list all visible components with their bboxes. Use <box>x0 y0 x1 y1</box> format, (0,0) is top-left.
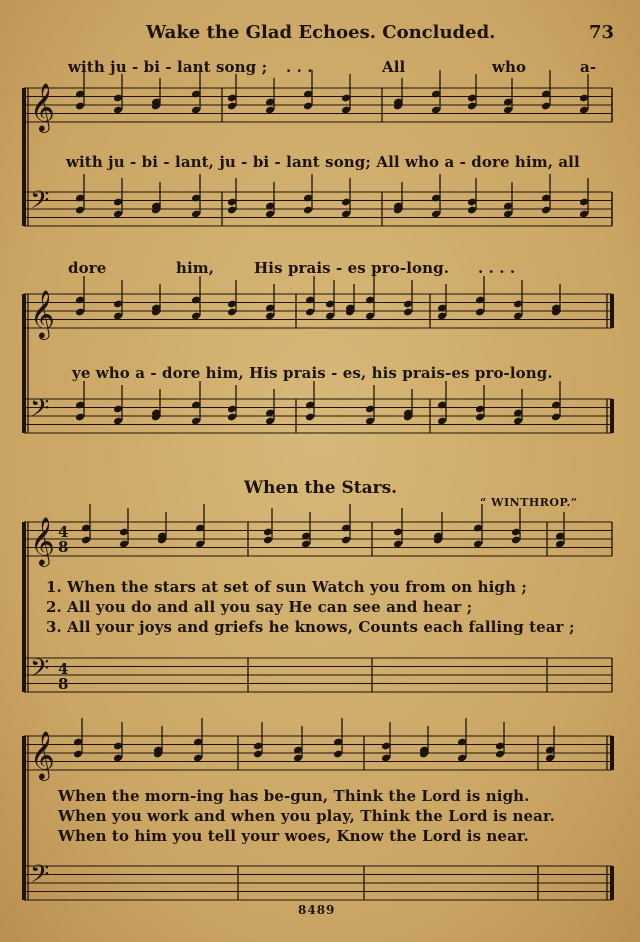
verse-line: When the morn-ing has be-gun, Think the Lord is nigh. <box>58 787 530 805</box>
lyric-dots: . . . <box>286 58 313 76</box>
treble-clef-icon: 𝄞 <box>30 516 55 565</box>
lyric-line: His prais - es pro-long. <box>254 259 450 277</box>
verse-line: 3. All your joys and griefs he knows, Counts each falling tear ; <box>46 618 575 636</box>
time-signature-top: 4 <box>58 660 69 678</box>
bass-clef-icon: 𝄢 <box>30 186 50 221</box>
plate-number: 8489 <box>298 903 336 917</box>
verse-line: When to him you tell your woes, Know the Lord is near. <box>58 827 529 845</box>
lyric-word: All <box>382 58 406 76</box>
lyric-line: ye who a - dore him, His prais - es, his prais-es pro-long. <box>72 364 553 382</box>
verse-line: When you work and when you play, Think the Lord is near. <box>58 807 555 825</box>
hymn-title: When the Stars. <box>244 478 398 498</box>
page-title: Wake the Glad Echoes. Concluded. <box>146 22 496 43</box>
verse-line: 1. When the stars at set of sun Watch you from on high ; <box>46 578 527 596</box>
treble-clef-icon: 𝄞 <box>30 289 55 338</box>
lyric-word: him, <box>176 259 215 277</box>
time-signature-top: 4 <box>58 523 69 541</box>
time-signature-bottom: 8 <box>58 538 69 556</box>
lyric-word: a- <box>580 58 597 76</box>
lyric-line: with ju - bi - lant, ju - bi - lant song; All who a - dore him, all <box>66 153 580 171</box>
tune-credit: “ WINTHROP.” <box>480 496 578 509</box>
time-signature-bottom: 8 <box>58 675 69 693</box>
lyric-dots: . . . . <box>478 259 516 277</box>
lyric-line: with ju - bi - lant song ; <box>68 58 268 76</box>
page-number: 73 <box>589 22 615 43</box>
treble-clef-icon: 𝄞 <box>30 730 55 779</box>
verse-line: 2. All you do and all you say He can see and hear ; <box>46 598 473 616</box>
treble-clef-icon: 𝄞 <box>30 82 55 131</box>
lyric-word: dore <box>68 259 107 277</box>
bass-clef-icon: 𝄢 <box>30 654 50 689</box>
bass-clef-icon: 𝄢 <box>30 860 50 895</box>
lyric-word: who <box>492 58 527 76</box>
bass-clef-icon: 𝄢 <box>30 394 50 429</box>
